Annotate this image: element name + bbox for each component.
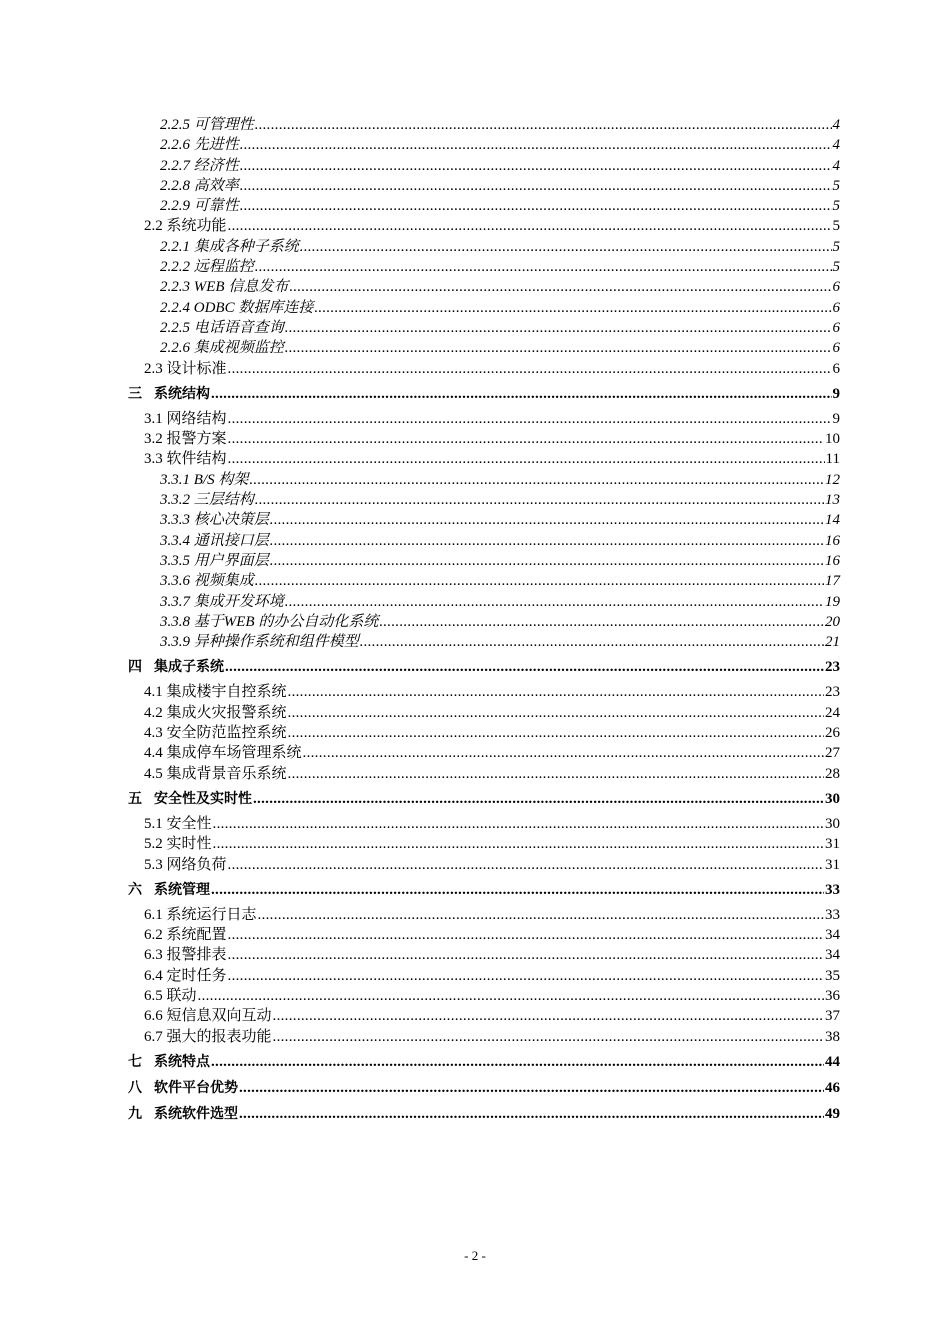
toc-dot-leader: [270, 531, 824, 551]
toc-page-number: 5: [832, 177, 840, 194]
toc-entry[interactable]: [160, 277, 840, 297]
toc-entry-label: 3.3.2 三层结构: [160, 492, 254, 509]
toc-dot-leader: [213, 814, 824, 834]
toc-chapter-number: 六: [128, 881, 142, 898]
toc-dot-leader: [289, 277, 831, 297]
toc-page-number: 34: [825, 927, 840, 944]
toc-entry-label: 4.4 集成停车场管理系统: [144, 745, 302, 762]
toc-entry[interactable]: [160, 237, 840, 257]
toc-entry-label: 2.2.2 远程监控: [160, 259, 254, 276]
toc-page-number: 17: [825, 573, 840, 590]
toc-dot-leader: [288, 682, 824, 702]
toc-page-number: 5: [832, 198, 840, 215]
toc-entry-label: 4.3 安全防范监控系统: [144, 725, 287, 742]
toc-page-number: 16: [825, 552, 840, 569]
toc-page-number: 30: [825, 815, 840, 832]
toc-entry-label: 6.2 系统配置: [144, 927, 227, 944]
toc-dot-leader: [255, 257, 832, 277]
toc-entry-label: 2.2.3 WEB 信息发布: [160, 279, 289, 296]
toc-entry-label: 2.2.7 经济性: [160, 157, 239, 174]
toc-entry[interactable]: [144, 409, 840, 429]
toc-page-number: 27: [825, 745, 840, 762]
toc-entry[interactable]: [160, 510, 840, 530]
toc-dot-leader: [255, 115, 832, 135]
toc-dot-leader: [228, 925, 824, 945]
toc-entry-label: 2.3 设计标准: [144, 360, 227, 377]
toc-entry[interactable]: [144, 1006, 840, 1026]
toc-dot-leader: [273, 1006, 824, 1026]
toc-page-number: 23: [825, 684, 840, 701]
toc-entry-label: 3.3.8 基于WEB 的办公自动化系统: [160, 613, 379, 630]
toc-chapter-number: 八: [128, 1079, 142, 1096]
toc-chapter-entry[interactable]: [128, 789, 840, 810]
toc-dot-leader: [228, 429, 824, 449]
toc-page-number: 11: [825, 451, 840, 468]
toc-entry-label: [128, 789, 253, 810]
toc-entry-label: 5.3 网络负荷: [144, 856, 227, 873]
toc-dot-leader: [303, 743, 824, 763]
toc-entry[interactable]: [144, 429, 840, 449]
toc-chapter-title: 软件平台优势: [154, 1079, 238, 1096]
toc-page-number: 46: [825, 1079, 840, 1096]
toc-dot-leader: [228, 449, 825, 469]
toc-entry-label: 2.2 系统功能: [144, 218, 227, 235]
toc-dot-leader: [288, 764, 824, 784]
toc-page-number: 37: [825, 1008, 840, 1025]
toc-chapter-entry[interactable]: [128, 1052, 840, 1073]
toc-entry[interactable]: [144, 723, 840, 743]
toc-entry[interactable]: [160, 338, 840, 358]
toc-entry-label: 3.3.9 异种操作系统和组件模型: [160, 634, 359, 651]
toc-entry-label: 3.1 网络结构: [144, 410, 227, 427]
toc-page-number: 13: [825, 492, 840, 509]
toc-page-number: 10: [825, 431, 840, 448]
toc-entry-label: 6.7 强大的报表功能: [144, 1028, 272, 1045]
toc-entry[interactable]: [160, 196, 840, 216]
toc-dot-leader: [285, 592, 824, 612]
toc-entry-label: [128, 1052, 211, 1073]
toc-entry[interactable]: [144, 359, 840, 379]
toc-entry[interactable]: [160, 551, 840, 571]
toc-entry[interactable]: [144, 905, 840, 925]
toc-page-number: 34: [825, 947, 840, 964]
toc-dot-leader: [228, 216, 832, 236]
toc-entry-label: 4.1 集成楼宇自控系统: [144, 684, 287, 701]
toc-chapter-title: 系统结构: [154, 385, 210, 402]
toc-dot-leader: [360, 632, 824, 652]
toc-page-number: 19: [825, 593, 840, 610]
toc-page-number: 4: [832, 117, 840, 133]
toc-page-number: 9: [832, 410, 840, 427]
toc-entry[interactable]: [144, 764, 840, 784]
toc-dot-leader: [240, 156, 832, 176]
toc-entry-label: 3.3.3 核心决策层: [160, 512, 269, 529]
toc-entry[interactable]: [144, 855, 840, 875]
toc-page-number: 12: [825, 471, 840, 488]
toc-chapter-number: 五: [128, 790, 142, 807]
toc-chapter-entry[interactable]: [128, 880, 840, 901]
toc-dot-leader: [314, 298, 831, 318]
toc-entry[interactable]: [144, 743, 840, 763]
toc-entry[interactable]: [144, 682, 840, 702]
toc-entry-label: 6.4 定时任务: [144, 967, 227, 984]
toc-entry-label: 3.2 报警方案: [144, 431, 227, 448]
toc-page-number: 28: [825, 765, 840, 782]
toc-entry-label: 3.3 软件结构: [144, 451, 227, 468]
toc-dot-leader: [225, 657, 824, 678]
toc-entry-label: 3.3.6 视频集成: [160, 573, 254, 590]
toc-dot-leader: [228, 359, 832, 379]
toc-entry-label: 6.1 系统运行日志: [144, 906, 257, 923]
toc-entry-label: [128, 1078, 239, 1099]
toc-page-number: 36: [825, 987, 840, 1004]
toc-entry[interactable]: [160, 176, 840, 196]
toc-entry-label: 2.2.6 集成视频监控: [160, 340, 284, 357]
toc-entry-label: 2.2.5 可管理性: [160, 117, 254, 133]
toc-page-number: 33: [825, 906, 840, 923]
toc-page-number: 14: [825, 512, 840, 529]
toc-entry[interactable]: [160, 115, 840, 135]
toc-entry-label: 3.3.4 通讯接口层: [160, 532, 269, 549]
toc-dot-leader: [198, 986, 824, 1006]
toc-page-number: 6: [832, 279, 840, 296]
toc-page-number: 6: [832, 340, 840, 357]
toc-entry-label: 3.3.7 集成开发环境: [160, 593, 284, 610]
toc-entry-label: 3.3.1 B/S 构架: [160, 471, 249, 488]
toc-dot-leader: [270, 510, 824, 530]
toc-entry-label: 5.1 安全性: [144, 815, 212, 832]
toc-dot-leader: [288, 703, 824, 723]
toc-chapter-title: 安全性及实时性: [154, 790, 252, 807]
toc-page-number: 35: [825, 967, 840, 984]
toc-chapter-entry[interactable]: [128, 1104, 840, 1125]
toc-entry[interactable]: [144, 966, 840, 986]
toc-chapter-title: 系统特点: [154, 1053, 210, 1070]
toc-entry[interactable]: [144, 986, 840, 1006]
toc-page-number: 21: [825, 634, 840, 651]
toc-entry[interactable]: [160, 470, 840, 490]
toc-page-number: 38: [825, 1028, 840, 1045]
toc-dot-leader: [285, 338, 832, 358]
toc-page-number: 5: [832, 218, 840, 235]
toc-page-number: 26: [825, 725, 840, 742]
toc-dot-leader: [273, 1027, 824, 1047]
toc-entry-label: 2.2.5 电话语音查询: [160, 319, 284, 336]
toc-entry[interactable]: [144, 925, 840, 945]
toc-page-number: 23: [825, 659, 840, 676]
toc-page-number: 16: [825, 532, 840, 549]
toc-page-number: 6: [832, 319, 840, 336]
toc-chapter-title: 集成子系统: [154, 659, 224, 676]
toc-chapter-title: 系统管理: [154, 881, 210, 898]
toc-entry-label: 2.2.1 集成各种子系统: [160, 238, 299, 255]
toc-entry[interactable]: [160, 135, 840, 155]
toc-entry-label: 3.3.5 用户界面层: [160, 552, 269, 569]
toc-chapter-number: 三: [128, 385, 142, 402]
toc-dot-leader: [249, 470, 824, 490]
table-of-contents: [0, 115, 950, 1129]
toc-page-number: 5: [832, 238, 840, 255]
toc-dot-leader: [213, 834, 824, 854]
toc-entry[interactable]: [144, 814, 840, 834]
toc-entry[interactable]: [144, 449, 840, 469]
toc-page-number: 33: [825, 881, 840, 898]
toc-page-number: 24: [825, 704, 840, 721]
toc-dot-leader: [211, 384, 832, 405]
toc-entry-label: 2.2.4 ODBC 数据库连接: [160, 299, 314, 316]
toc-entry[interactable]: [144, 216, 840, 236]
toc-page-number: 30: [825, 790, 840, 807]
toc-entry-label: [128, 384, 211, 405]
toc-entry[interactable]: [160, 632, 840, 652]
toc-page-number: 31: [825, 836, 840, 853]
toc-dot-leader: [239, 1104, 824, 1125]
toc-entry-label: 6.3 报警排表: [144, 947, 227, 964]
toc-entry[interactable]: [160, 571, 840, 591]
toc-entry[interactable]: [160, 612, 840, 632]
toc-entry[interactable]: [144, 945, 840, 965]
toc-chapter-number: 七: [128, 1053, 142, 1070]
toc-page-number: 4: [832, 157, 840, 174]
toc-entry-label: 4.5 集成背景音乐系统: [144, 765, 287, 782]
toc-dot-leader: [379, 612, 824, 632]
toc-entry[interactable]: [160, 257, 840, 277]
toc-entry[interactable]: [160, 531, 840, 551]
toc-page-number: 9: [832, 385, 840, 402]
toc-dot-leader: [285, 318, 832, 338]
toc-entry-label: 2.2.8 高效率: [160, 177, 239, 194]
toc-dot-leader: [300, 237, 832, 257]
toc-entry-label: 6.5 联动: [144, 987, 197, 1004]
toc-entry-label: 6.6 短信息双向互动: [144, 1008, 272, 1025]
toc-dot-leader: [240, 135, 832, 155]
toc-dot-leader: [253, 789, 824, 810]
toc-dot-leader: [240, 176, 832, 196]
toc-page-number: 20: [825, 613, 840, 630]
toc-dot-leader: [255, 571, 824, 591]
toc-dot-leader: [211, 1052, 824, 1073]
toc-chapter-entry[interactable]: [128, 1078, 840, 1099]
toc-dot-leader: [211, 880, 824, 901]
toc-dot-leader: [228, 966, 824, 986]
toc-dot-leader: [288, 723, 824, 743]
toc-chapter-number: 九: [128, 1105, 142, 1122]
page-number: - 2 -: [464, 1248, 486, 1263]
toc-dot-leader: [255, 490, 824, 510]
toc-entry[interactable]: [160, 318, 840, 338]
toc-chapter-entry[interactable]: [128, 384, 840, 405]
toc-entry-label: 5.2 实时性: [144, 836, 212, 853]
toc-page-number: 5: [832, 259, 840, 276]
toc-page-number: 4: [832, 137, 840, 154]
toc-entry[interactable]: [160, 592, 840, 612]
toc-entry[interactable]: [144, 703, 840, 723]
toc-chapter-number: 四: [128, 659, 142, 676]
toc-page-number: 6: [832, 299, 840, 316]
toc-dot-leader: [228, 409, 832, 429]
toc-dot-leader: [258, 905, 824, 925]
toc-entry-label: [128, 657, 225, 678]
toc-entry[interactable]: [160, 156, 840, 176]
toc-entry[interactable]: [160, 298, 840, 318]
toc-entry[interactable]: [160, 490, 840, 510]
toc-page-number: 6: [832, 360, 840, 377]
toc-entry-label: 2.2.9 可靠性: [160, 198, 239, 215]
toc-chapter-entry[interactable]: [128, 657, 840, 678]
toc-entry-label: 2.2.6 先进性: [160, 137, 239, 154]
toc-page-number: 31: [825, 856, 840, 873]
toc-dot-leader: [239, 1078, 824, 1099]
toc-entry[interactable]: [144, 1027, 840, 1047]
toc-dot-leader: [228, 855, 824, 875]
toc-dot-leader: [228, 945, 824, 965]
toc-dot-leader: [270, 551, 824, 571]
toc-entry-label: [128, 1104, 239, 1125]
toc-entry[interactable]: [144, 834, 840, 854]
toc-page-number: 44: [825, 1053, 840, 1070]
toc-page-number: 49: [825, 1105, 840, 1122]
toc-dot-leader: [240, 196, 832, 216]
toc-chapter-title: 系统软件选型: [154, 1105, 238, 1122]
toc-entry-label: 4.2 集成火灾报警系统: [144, 704, 287, 721]
toc-entry-label: [128, 880, 211, 901]
